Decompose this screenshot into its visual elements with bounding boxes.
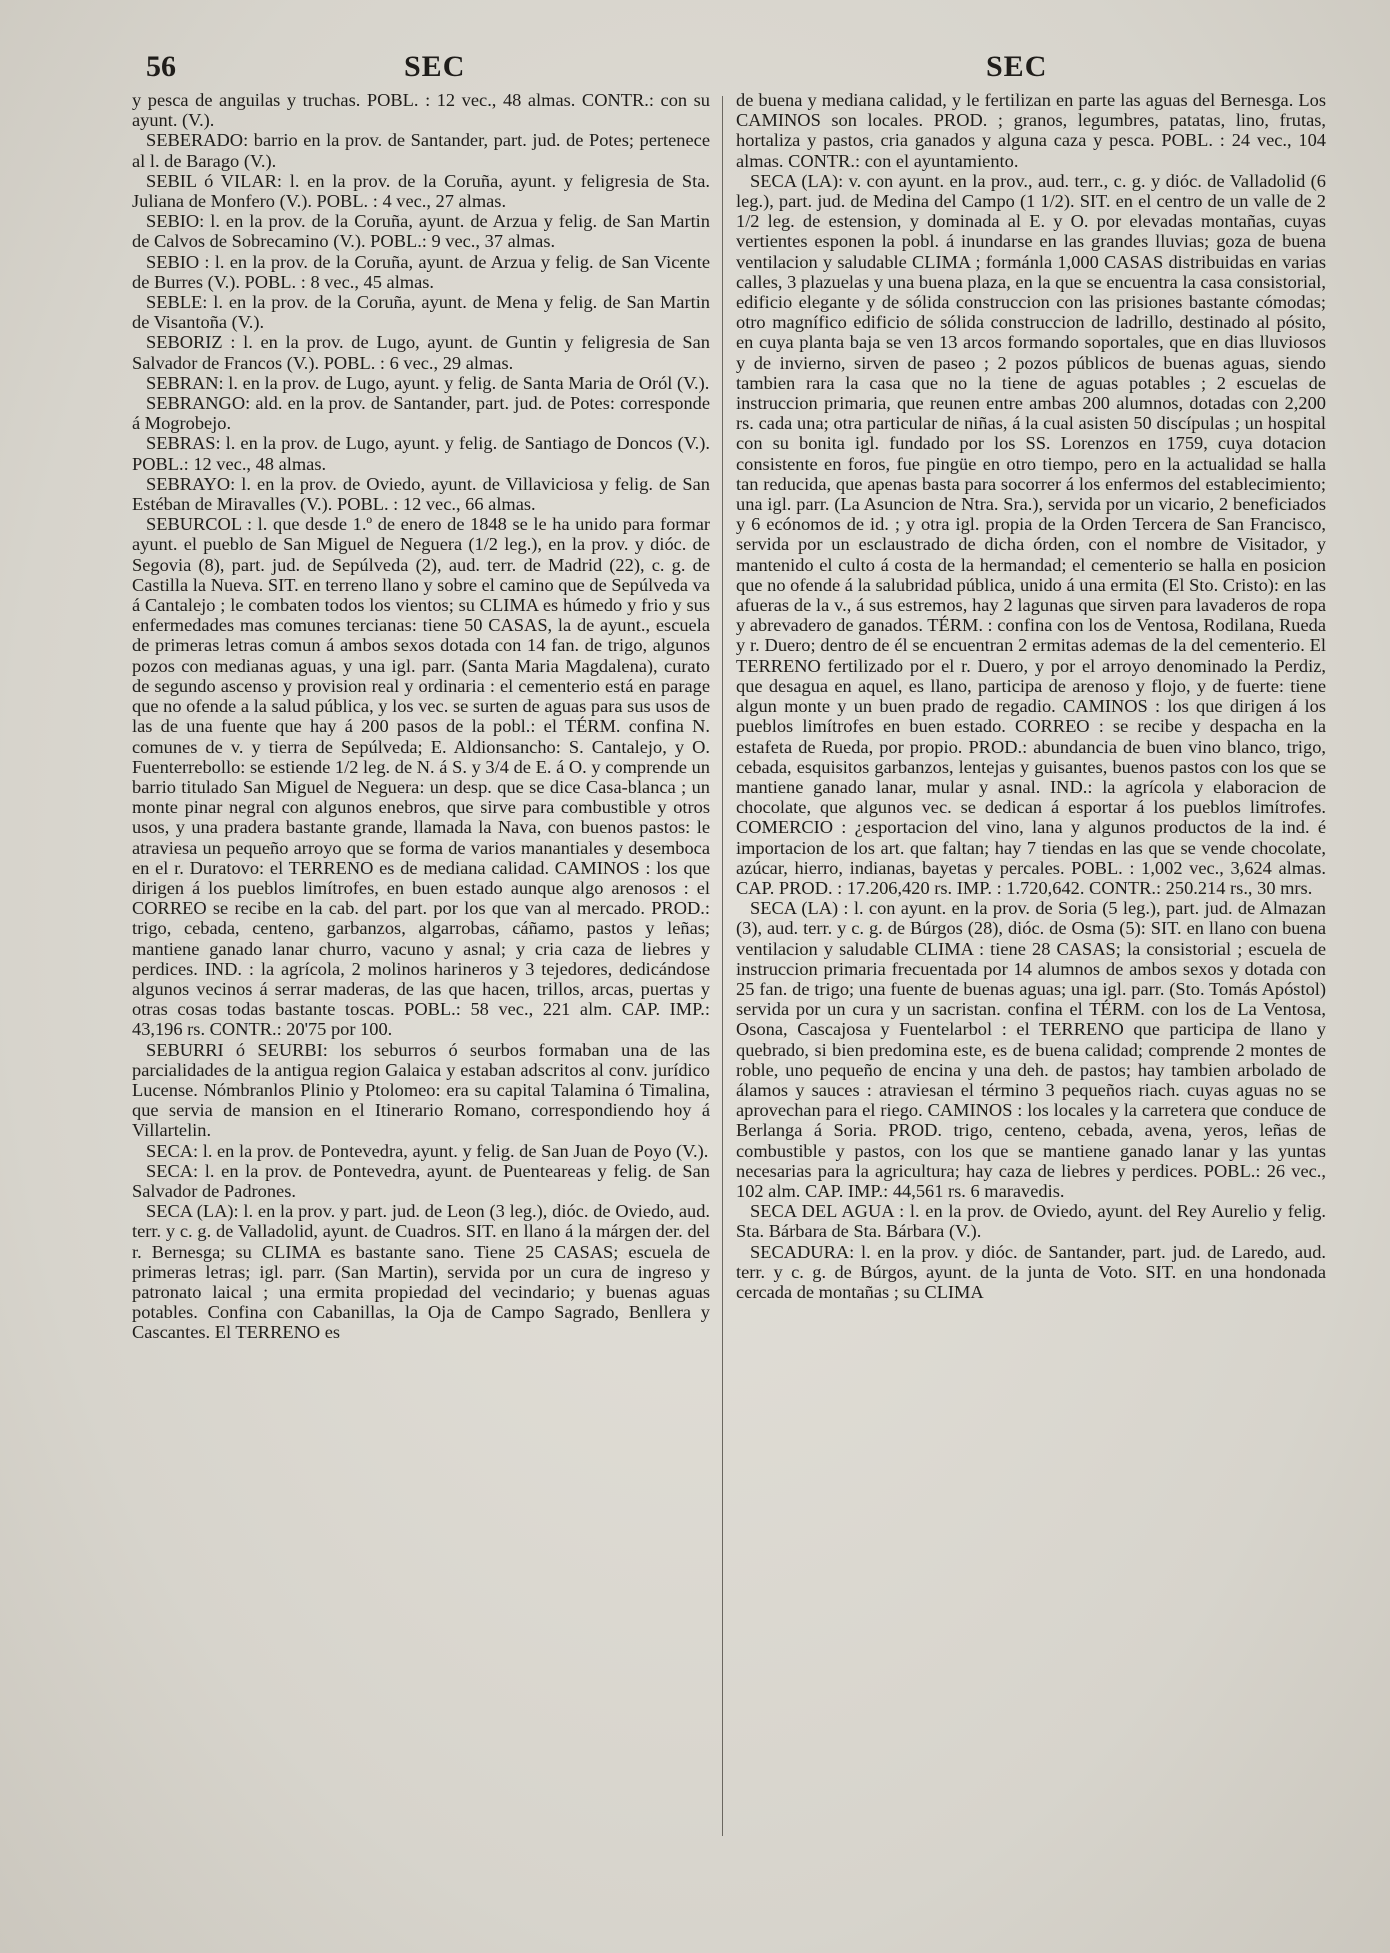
entry: SEBIO: l. en la prov. de la Coruña, ayunt. de Arzua y felig. de San Martin de Calvos de Sobrecamino (V.). POBL.: 9 vec., 37 almas.: [132, 211, 710, 252]
entry: SEBIO : l. en la prov. de la Coruña, ayunt. de Arzua y felig. de San Vicente de Burres (V.). POBL. : 8 vec., 45 almas.: [132, 251, 710, 292]
entry: SEBRANGO: ald. en la prov. de Santander, part. jud. de Potes: corresponde á Mogrobejo.: [132, 393, 710, 434]
left-column: [132, 90, 710, 1343]
entry: SEBURCOL : l. que desde 1.º de enero de 1848 se le ha unido para formar ayunt. el pueblo de San Miguel de Neguera (1/2 leg.), en la prov. y dióc. de Segovia (8), part. jud. de Sepúlveda (2), aud. terr. de Madrid (22), c. g. de Castilla la Nueva. SIT. en terreno llano y sobre el camino que de Sepúlveda va á Cantalejo ; le combaten todos los vientos; su CLIMA es húmedo y frio y sus enfermedades mas comunes tercianas: tiene 50 CASAS, la de ayunt., escuela de primeras letras comun á ambos sexos dotada con 14 fan. de trigo, algunos pozos con medianas aguas, y una igl. parr. (Santa Maria Magdalena), curato de segundo ascenso y provision real y ordinaria : el cementerio está en parage que no ofende a la salud pública, y los vec. se surten de aguas para sus usos de las de una fuente que hay á 200 pasos de la pobl.: el TÉRM. confina N. comunes de v. y tierra de Sepúlveda; E. Aldionsancho: S. Cantalejo, y O. Fuenterrebollo: se estiende 1/2 leg. de N. á S. y 3/4 de E. á O. y comprende un barrio titulado San Miguel de Neguera: un desp. que se dice Casa-blanca ; un monte pinar negral con algunos enebros, que sirve para combustible y otros usos, y una pradera bastante grande, llamada la Nava, con buenos pastos: le atraviesa un pequeño arroyo que se forma de varios manantiales y desemboca en el r. Duratovo: el TERRENO es de mediana calidad. CAMINOS : los que dirigen á los pueblos limítrofes, en buen estado aunque algo arenosos : el CORREO se recibe en la cab. del part. por los que van al mercado. PROD.: trigo, cebada, centeno, garbanzos, algarrobas, cáñamo, pastos y leñas; mantiene ganado lanar churro, vacuno y asnal; y cria caza de liebres y perdices. IND. : la agrícola, 2 molinos harineros y 3 tejedores, dedicándose algunos vecinos á serrar maderas, de las que hacen, trillos, arcas, puertas y otras cosas todas bastante toscas. POBL.: 58 vec., 221 alm. CAP. IMP.: 43,196 rs. CONTR.: 20'75 por 100.: [132, 514, 710, 1040]
page-header: [0, 50, 1390, 90]
entry: SEBIL ó VILAR: l. en la prov. de la Coruña, ayunt. y feligresia de Sta. Juliana de Monfero (V.). POBL. : 4 vec., 27 almas.: [132, 170, 710, 212]
entry: SEBRAS: l. en la prov. de Lugo, ayunt. y felig. de Santiago de Doncos (V.). POBL.: 12 vec., 48 almas.: [132, 433, 710, 474]
entry: SECA: l. en la prov. de Pontevedra, ayunt. de Puenteareas y felig. de San Salvador de Padrones.: [132, 1160, 710, 1201]
entry: SEBORIZ : l. en la prov. de Lugo, ayunt. de Guntin y feligresia de San Salvador de Francos (V.). POBL. : 6 vec., 29 almas.: [132, 332, 710, 373]
running-head-left: SEC: [404, 50, 466, 83]
running-head-right: SEC: [986, 50, 1048, 83]
entry: SECADURA: l. en la prov. y dióc. de Santander, part. jud. de Laredo, aud. terr. y c. g. de Búrgos, ayunt. de la junta de Voto. SIT. en una hondonada cercada de montañas ; su CLIMA: [736, 1241, 1326, 1302]
entry: SECA DEL AGUA : l. en la prov. de Oviedo, ayunt. del Rey Aurelio y felig. Sta. Bárbara de Sta. Bárbara (V.).: [736, 1201, 1326, 1242]
entry: y pesca de anguilas y truchas. POBL. : 12 vec., 48 almas. CONTR.: con su ayunt. (V.).: [132, 90, 710, 131]
entry: SECA (LA) : l. con ayunt. en la prov. de Soria (5 leg.), part. jud. de Almazan (3), aud. terr. y c. g. de Búrgos (28), dióc. de Osma (5): SIT. en llano con buena ventilacion y saludable CLIMA : tiene 28 CASAS; la consistorial ; escuela de instruccion primaria frecuentada por 14 alumnos de ambos sexos y dotada con 25 fan. de trigo; una fuente de buenas aguas; una igl. parr. (Sto. Tomás Apóstol) servida por un cura y un sacristan. confina el TÉRM. con los de La Ventosa, Osona, Cascajosa y Fuentelarbol : el TERRENO que participa de llano y quebrado, si bien predomina este, es de buena calidad; comprende 2 montes de roble, uno pequeño de encina y una deh. de pastos; hay tambien arbolado de álamos y sauces : atraviesan el término 3 pequeños riach. cuyas aguas no se aprovechan para el riego. CAMINOS : los locales y la carretera que conduce de Berlanga á Soria. PROD. trigo, centeno, cebada, avena, yeros, leñas de combustible y pastos, con los que se mantiene ganado lanar y las yuntas necesarias para la agricultura; hay caza de liebres y perdices. POBL.: 26 vec., 102 alm. CAP. IMP.: 44,561 rs. 6 maravedis.: [736, 898, 1326, 1201]
page-number: 56: [146, 50, 176, 83]
entry: SEBERADO: barrio en la prov. de Santander, part. jud. de Potes; pertenece al l. de Barago (V.).: [132, 130, 710, 171]
entry: SEBLE: l. en la prov. de la Coruña, ayunt. de Mena y felig. de San Martin de Visantoña (V.).: [132, 292, 710, 333]
entry: de buena y mediana calidad, y le fertilizan en parte las aguas del Bernesga. Los CAMINOS son locales. PROD. ; granos, legumbres, patatas, lino, frutas, hortaliza y pastos, cria ganados y alguna caza y pesca. POBL. : 24 vec., 104 almas. CONTR.: con el ayuntamiento.: [736, 90, 1326, 171]
entry: SECA (LA): v. con ayunt. en la prov., aud. terr., c. g. y dióc. de Valladolid (6 leg.), part. jud. de Medina del Campo (1 1/2). SIT. en el centro de un valle de 2 1/2 leg. de estension, y dominada al E. y O. por elevadas montañas, cuyas vertientes esponen la pobl. á inundarse en las grandes lluvias; goza de buena ventilacion y saludable CLIMA ; formánla 1,000 CASAS distribuidas en varias calles, 3 plazuelas y una buena plaza, en la que se encuentra la casa consistorial, edificio elegante y de sólida construccion con las prisiones bastante cómodas; otro magnífico edificio de sólida construccion de ladrillo, destinado al pósito, en cuya planta baja se ven 13 arcos formando soportales, que en dias lluviosos y de invierno, sirven de paseo ; 2 pozos públicos de buenas aguas, siendo tambien rara la casa que no la tiene de aguas potables ; 2 escuelas de instruccion primaria, que reunen entre ambas 200 alumnos, dotadas con 2,200 rs. cada una; otra particular de niñas, á la cual asisten 50 discípulas ; un hospital con su bonita igl. fundado por los SS. Lorenzos en 1759, cuya dotacion consistente en foros, fue pingüe en otro tiempo, pero en la actualidad se halla tan reducida, que apenas basta para socorrer á los enfermos del establecimiento; una igl. parr. (La Asuncion de Ntra. Sra.), servida por un vicario, 2 beneficiados y 6 ecónomos de id. ; y otra igl. propia de la Orden Tercera de San Francisco, servida por un esclaustrado de dicha órden, con el nombre de Visitador, y mantenido el culto á costa de la hermandad; el cementerio se halla en posicion que no ofende á la salubridad pública, unido á una ermita (El Sto. Cristo): en las afueras de la v., á sus estremos, hay 2 lagunas que sirven para lavaderos de ropa y abrevadero de ganados. TÉRM. : confina con los de Ventosa, Rodilana, Rueda y r. Duero; dentro de él se encuentran 2 ermitas ademas de la del cementerio. El TERRENO fertilizado por el r. Duero, y por el arroyo denominado la Perdiz, que desagua en aquel, es llano, participa de arenoso y flojo, y de fuerte: tiene algun monte y un buen prado de regadio. CAMINOS : los que dirigen á los pueblos limítrofes en buen estado. CORREO : se recibe y despacha en la estafeta de Rueda, por propio. PROD.: abundancia de buen vino blanco, trigo, cebada, esquisitos garbanzos, lentejas y guisantes, buenos pastos con los que se mantiene ganado lanar, mular y asnal. IND.: la agrícola y elaboracion de chocolate, que algunos vec. se dedican á esportar á los pueblos limítrofes. COMERCIO : ¿esportacion del vino, lana y algunos productos de la ind. é importacion de los art. que faltan; hay 7 tiendas en las que se vende chocolate, azúcar, hierro, indianas, bayetas y percales. POBL. : 1,002 vec., 3,624 almas. CAP. PROD. : 17.206,420 rs. IMP. : 1.720,642. CONTR.: 250.214 rs., 30 mrs.: [736, 170, 1326, 898]
entry: SEBURRI ó SEURBI: los seburros ó seurbos formaban una de las parcialidades de la antigua region Galaica y estaban adscritos al conv. jurídico Lucense. Nómbranlos Plinio y Ptolomeo: era su capital Talamina ó Timalina, que servia de mansion en el Itinerario Romano, correspondiendo hoy á Villartelin.: [132, 1039, 710, 1141]
entry: SEBRAYO: l. en la prov. de Oviedo, ayunt. de Villaviciosa y felig. de San Estéban de Miravalles (V.). POBL. : 12 vec., 66 almas.: [132, 473, 710, 515]
column-divider: [722, 96, 723, 1836]
entry: SEBRAN: l. en la prov. de Lugo, ayunt. y felig. de Santa Maria de Oról (V.).: [146, 372, 710, 393]
entry: SECA (LA): l. en la prov. y part. jud. de Leon (3 leg.), dióc. de Oviedo, aud. terr. y c. g. de Valladolid, ayunt. de Cuadros. SIT. en llano á la márgen der. del r. Bernesga; su CLIMA es bastante sano. Tiene 25 CASAS; escuela de primeras letras; igl. parr. (San Martin), servida por un cura de ingreso y patronato laical ; una ermita propiedad del vecindario; y buenas aguas potables. Confina con Cabanillas, la Oja de Campo Sagrado, Benllera y Cascantes. El TERRENO es: [132, 1201, 710, 1343]
right-column: [736, 90, 1326, 1302]
entry: SECA: l. en la prov. de Pontevedra, ayunt. y felig. de San Juan de Poyo (V.).: [146, 1140, 709, 1161]
